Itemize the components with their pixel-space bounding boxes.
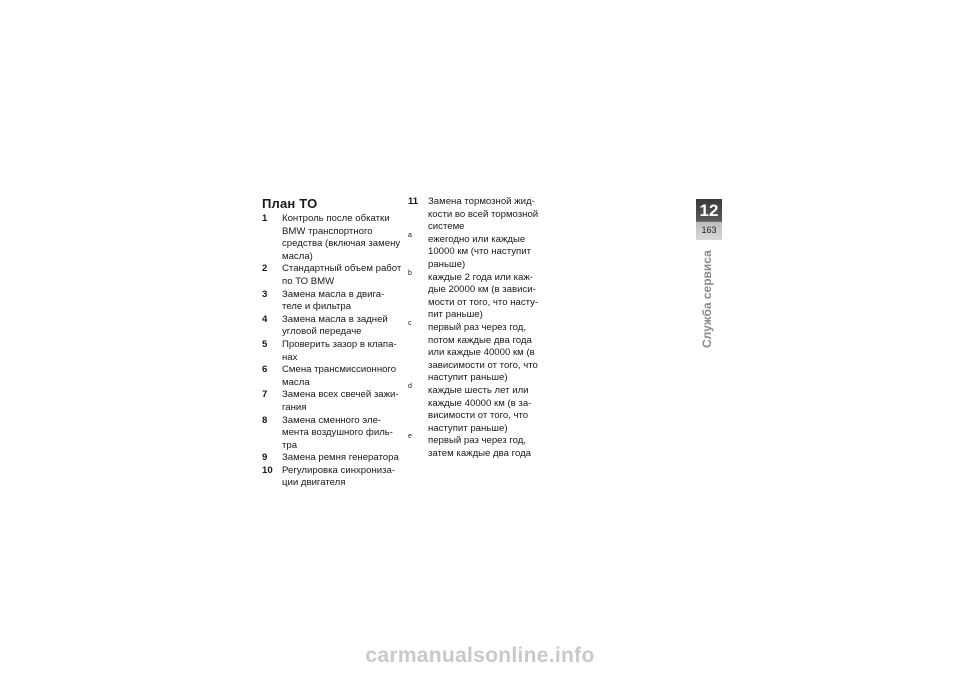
maintenance-item: [262, 263, 412, 288]
maintenance-item-key: 1: [262, 213, 268, 224]
footnote-item-line: висимости от того, что: [428, 410, 529, 422]
maintenance-item-key: 10: [262, 464, 273, 476]
footnote-item-line: 10000 км (что наступит: [428, 246, 531, 258]
maintenance-item-text: [282, 339, 412, 364]
maintenance-item-line: Замена всех свечей зажи-: [282, 389, 399, 401]
maintenance-item: [262, 389, 412, 414]
maintenance-item-line: Регулировка синхрониза-: [282, 464, 396, 476]
footnote-item-line: первый раз через год,: [428, 321, 527, 333]
maintenance-item: [262, 289, 412, 314]
chapter-tab: [696, 199, 722, 240]
footnote-item-key: d: [408, 382, 412, 390]
footnote-item-line: затем каждые два года: [428, 447, 531, 459]
maintenance-item-line: средства (включая замену: [282, 238, 401, 250]
maintenance-item-text: [282, 263, 412, 288]
maintenance-item: [262, 364, 412, 389]
maintenance-item-key: 6: [262, 364, 268, 376]
maintenance-item: [262, 452, 412, 465]
maintenance-item-key: 7: [262, 389, 268, 401]
footnote-item-key: b: [408, 269, 412, 277]
footnote-item-text: [428, 234, 558, 272]
chapter-number: 12: [699, 201, 719, 220]
page-title: План ТО: [262, 196, 318, 211]
footnote-item: [408, 231, 558, 272]
maintenance-item-text: [282, 452, 412, 465]
maintenance-list-right: [408, 196, 558, 460]
maintenance-item-line: мента воздушного филь-: [282, 427, 393, 439]
maintenance-list-left: [262, 213, 412, 490]
maintenance-item-line: Смена трансмиссионного: [282, 364, 397, 376]
maintenance-item-key: 3: [262, 288, 268, 300]
maintenance-item-line: Стандартный объем работ: [282, 263, 402, 275]
chapter-side-label: Служба сервиса: [700, 250, 714, 348]
footnote-item-line: мости от того, что насту-: [428, 296, 539, 308]
page-number: 163: [701, 225, 717, 235]
maintenance-item-line: Замена масла в двига-: [282, 288, 385, 300]
footnote-item-text: [428, 322, 558, 385]
maintenance-item-text: [282, 415, 412, 453]
maintenance-item-line: Замена тормозной жид-: [428, 196, 535, 207]
footnote-item-key: a: [408, 231, 412, 239]
maintenance-item: [262, 213, 412, 263]
footnote-item-text: [428, 272, 558, 322]
maintenance-item-key: 11: [408, 196, 419, 207]
maintenance-item-text: [282, 465, 412, 490]
maintenance-item-key: 2: [262, 263, 268, 275]
maintenance-item-line: Контроль после обкатки: [282, 213, 390, 224]
footnote-item-text: [428, 385, 558, 435]
maintenance-item-line: Замена ремня генератора: [282, 452, 399, 464]
maintenance-item-line: ции двигателя: [282, 477, 346, 489]
footnote-item-line: дые 20000 км (в зависи-: [428, 284, 536, 296]
maintenance-item: [262, 465, 412, 490]
maintenance-item-line: гания: [282, 401, 307, 413]
footnote-item-line: пит раньше): [428, 309, 483, 321]
watermark: carmanualsonline.info: [365, 644, 595, 667]
maintenance-item: [408, 196, 558, 234]
maintenance-item-line: кости во всей тормозной: [428, 208, 539, 220]
footnote-item-line: наступит раньше): [428, 372, 508, 384]
footnote-item: [408, 382, 558, 435]
maintenance-item-line: BMW транспортного: [282, 225, 373, 237]
maintenance-item-text: [282, 289, 412, 314]
footnote-item-line: каждые 2 года или каж-: [428, 271, 534, 283]
footnote-item-line: наступит раньше): [428, 422, 508, 434]
maintenance-item-key: 4: [262, 313, 268, 325]
footnote-item-line: первый раз через год,: [428, 435, 527, 447]
footnote-item: [408, 435, 558, 460]
maintenance-item-line: масла): [282, 250, 313, 262]
footnote-item: [408, 319, 558, 385]
maintenance-item-text: [282, 213, 412, 263]
maintenance-item-line: по ТО BMW: [282, 275, 335, 287]
footnote-item-text: [428, 435, 558, 460]
maintenance-item-key: 5: [262, 338, 268, 350]
footnote-item-line: зависимости от того, что: [428, 359, 538, 371]
maintenance-item-line: масла: [282, 376, 310, 388]
maintenance-item-line: теле и фильтра: [282, 301, 352, 313]
footnote-item-key: c: [408, 319, 412, 327]
maintenance-item-text: [282, 364, 412, 389]
footnote-item-line: раньше): [428, 258, 466, 270]
footnote-item-key: e: [408, 433, 412, 441]
maintenance-item-line: тра: [282, 439, 298, 451]
footnote-item-line: каждые шесть лет или: [428, 384, 529, 396]
maintenance-item: [262, 415, 412, 453]
maintenance-item-key: 9: [262, 452, 268, 464]
maintenance-item: [262, 339, 412, 364]
maintenance-item-text: [428, 196, 558, 234]
footnote-item-line: или каждые 40000 км (в: [428, 347, 535, 359]
maintenance-item-line: системе: [428, 221, 465, 233]
footnote-item-line: каждые 40000 км (в за-: [428, 397, 532, 409]
maintenance-item-text: [282, 389, 412, 414]
maintenance-item-key: 8: [262, 414, 268, 426]
maintenance-item-line: угловой передаче: [282, 326, 362, 338]
maintenance-item: [262, 314, 412, 339]
maintenance-item-line: Замена сменного эле-: [282, 414, 382, 426]
footnote-item-line: ежегодно или каждые: [428, 233, 526, 245]
maintenance-item-line: нах: [282, 351, 298, 363]
maintenance-item-text: [282, 314, 412, 339]
maintenance-item-line: Проверить зазор в клапа-: [282, 338, 397, 350]
footnote-item: [408, 269, 558, 322]
footnote-item-line: потом каждые два года: [428, 334, 532, 346]
maintenance-item-line: Замена масла в задней: [282, 313, 388, 325]
